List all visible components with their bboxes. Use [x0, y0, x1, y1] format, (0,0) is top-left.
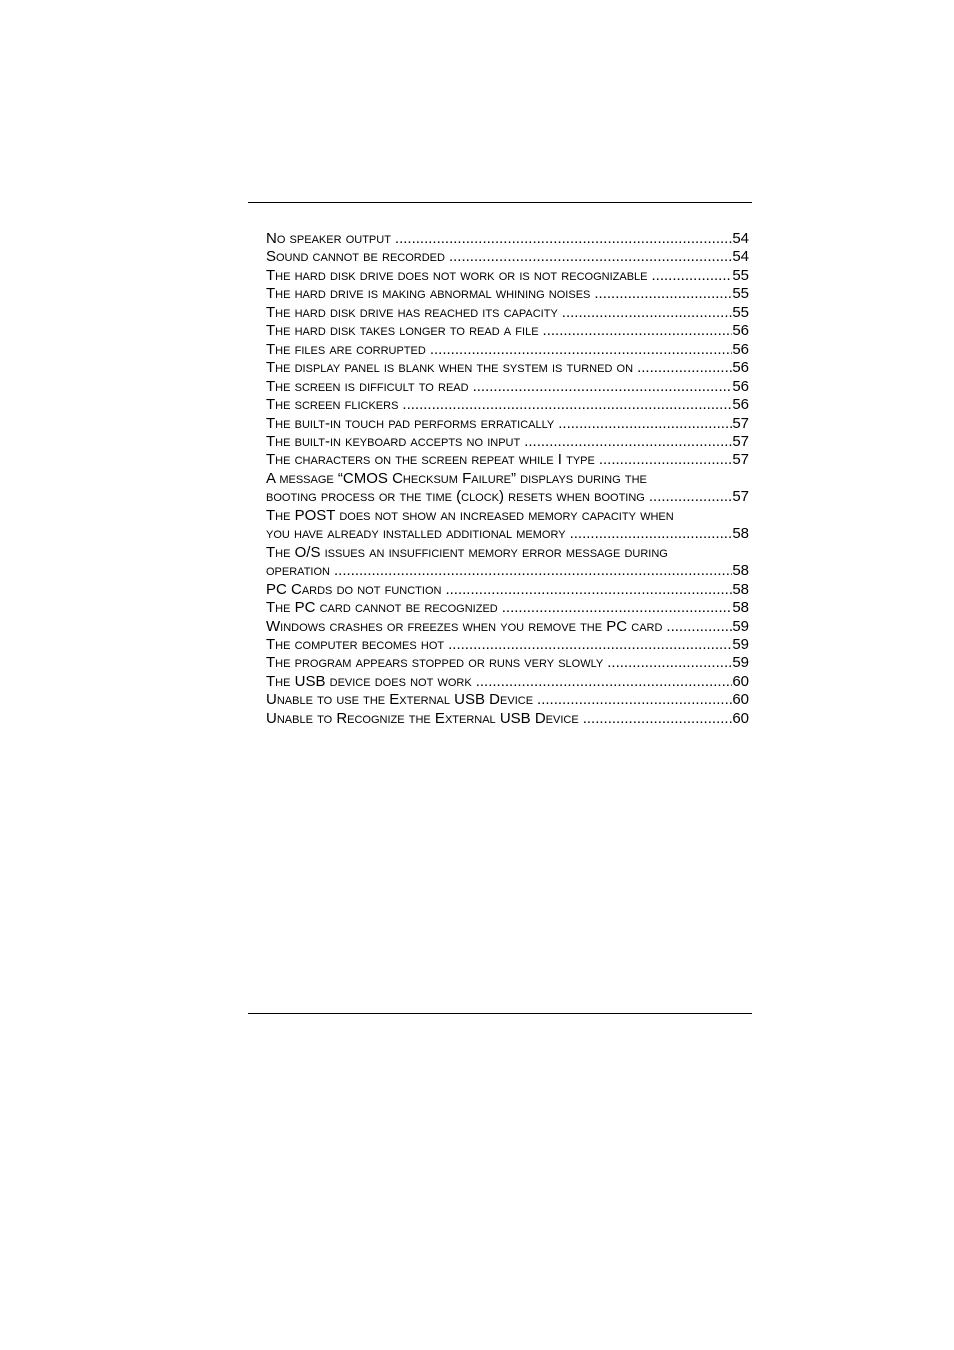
dot-leader [476, 673, 733, 691]
dot-leader [666, 618, 732, 636]
toc-entry-os-memory-error[interactable] [266, 544, 749, 581]
toc-page-number: 59 [732, 617, 749, 635]
toc-page-number: 56 [732, 377, 749, 395]
toc-entry-files-corrupted[interactable] [266, 341, 749, 359]
toc-entry-title: The USB device does not work [266, 672, 472, 690]
toc-entry-hdd-capacity[interactable] [266, 304, 749, 322]
toc-page-number: 56 [732, 322, 749, 340]
dot-leader [430, 341, 733, 359]
dot-leader [402, 396, 732, 414]
toc-entry-title: The program appears stopped or runs very slowly [266, 654, 604, 672]
toc-entry-keyboard-no-input[interactable] [266, 433, 749, 451]
toc-entry-display-blank[interactable] [266, 359, 749, 377]
dot-leader [395, 230, 732, 248]
toc-entry-hdd-not-recognizable[interactable] [266, 267, 749, 285]
dot-leader [599, 451, 732, 469]
toc-page-number: 59 [732, 654, 749, 672]
toc-page-number: 59 [732, 635, 749, 653]
toc-entry-title-line1: The O/S issues an insufficient memory error message during [266, 543, 668, 561]
toc-entry-title: The computer becomes hot [266, 635, 445, 653]
toc-entry-touch-pad-erratic[interactable] [266, 415, 749, 433]
toc-entry-hdd-slow-read[interactable] [266, 322, 749, 340]
table-of-contents [266, 230, 749, 728]
toc-entry-cmos-checksum-failure[interactable] [266, 470, 749, 507]
dot-leader [448, 636, 732, 654]
toc-page-number: 58 [732, 599, 749, 617]
toc-entry-title: Unable to Recognize the External USB Device [266, 709, 579, 727]
toc-entry-title: PC Cards do not function [266, 580, 442, 598]
dot-leader [502, 599, 733, 617]
toc-entry-title: Sound cannot be recorded [266, 248, 445, 266]
toc-entry-title: The screen flickers [266, 396, 399, 414]
toc-entry-title: No speaker output [266, 230, 391, 247]
dot-leader [637, 359, 732, 377]
toc-entry-title: The characters on the screen repeat while I type [266, 451, 595, 469]
toc-page-number: 55 [732, 266, 749, 284]
toc-page-number: 57 [732, 432, 749, 450]
dot-leader [449, 248, 732, 266]
toc-entry-windows-crashes-pc-card[interactable] [266, 618, 749, 636]
toc-entry-title: The files are corrupted [266, 340, 426, 358]
toc-entry-title-line1: A message “CMOS Checksum Failure” displays during the [266, 469, 647, 487]
toc-page-number: 56 [732, 359, 749, 377]
toc-entry-title: The screen is difficult to read [266, 377, 469, 395]
toc-entry-screen-flickers[interactable] [266, 396, 749, 414]
dot-leader [558, 415, 732, 433]
toc-page-number: 57 [732, 451, 749, 469]
toc-page-number: 55 [732, 303, 749, 321]
toc-entry-pc-cards-not-function[interactable] [266, 581, 749, 599]
dot-leader [537, 691, 732, 709]
toc-entry-unable-to-recognize-usb[interactable] [266, 710, 749, 728]
toc-entry-program-slow[interactable] [266, 654, 749, 672]
toc-entry-unable-to-use-usb[interactable] [266, 691, 749, 709]
toc-entry-pc-card-not-recognized[interactable] [266, 599, 749, 617]
toc-entry-title: The hard disk takes longer to read a file [266, 322, 539, 340]
toc-entry-characters-repeat[interactable] [266, 451, 749, 469]
toc-page-number: 60 [732, 672, 749, 690]
toc-entry-title: operation [266, 562, 330, 580]
bottom-rule [248, 1013, 752, 1014]
dot-leader [562, 304, 733, 322]
toc-entry-post-memory-capacity[interactable] [266, 507, 749, 544]
toc-page-number: 60 [732, 709, 749, 727]
toc-page-number: 54 [732, 248, 749, 266]
toc-entry-title: The built-in keyboard accepts no input [266, 432, 521, 450]
toc-page-number: 58 [732, 562, 749, 580]
dot-leader [445, 581, 732, 599]
toc-entry-title: Windows crashes or freezes when you remove the PC card [266, 617, 663, 635]
dot-leader [607, 654, 732, 672]
toc-entry-title: booting process or the time (clock) resets when booting [266, 488, 645, 506]
top-rule [248, 202, 752, 203]
toc-page-number: 55 [732, 285, 749, 303]
dot-leader [652, 267, 733, 285]
toc-entry-title: The hard disk drive does not work or is not recognizable [266, 266, 648, 284]
toc-page-number: 57 [732, 414, 749, 432]
toc-entry-title: The built-in touch pad performs erratically [266, 414, 555, 432]
toc-entry-title-line1: The POST does not show an increased memory capacity when [266, 506, 674, 524]
toc-page-number: 56 [732, 396, 749, 414]
toc-entry-title: you have already installed additional memory [266, 525, 566, 543]
dot-leader [334, 562, 732, 580]
toc-entry-title: The display panel is blank when the system is turned on [266, 359, 634, 377]
toc-page-number: 54 [732, 230, 749, 247]
toc-page-number: 57 [732, 488, 749, 506]
toc-entry-hdd-whining-noises[interactable] [266, 285, 749, 303]
dot-leader [570, 525, 733, 543]
toc-page-number: 60 [732, 691, 749, 709]
dot-leader [583, 710, 733, 728]
toc-entry-title: The hard drive is making abnormal whining noises [266, 285, 591, 303]
dot-leader [594, 285, 732, 303]
toc-entry-sound-cannot-be-recorded[interactable] [266, 248, 749, 266]
toc-page-number: 58 [732, 580, 749, 598]
toc-entry-title: The PC card cannot be recognized [266, 599, 498, 617]
toc-entry-title: The hard disk drive has reached its capacity [266, 303, 558, 321]
toc-page-number: 56 [732, 340, 749, 358]
dot-leader [524, 433, 732, 451]
toc-entry-screen-difficult-to-read[interactable] [266, 378, 749, 396]
dot-leader [473, 378, 733, 396]
toc-page-number: 58 [732, 525, 749, 543]
dot-leader [543, 322, 733, 340]
dot-leader [649, 488, 732, 506]
toc-entry-computer-hot[interactable] [266, 636, 749, 654]
toc-entry-no-speaker-output[interactable] [266, 230, 749, 248]
toc-entry-usb-not-work[interactable] [266, 673, 749, 691]
toc-entry-title: Unable to use the External USB Device [266, 691, 534, 709]
